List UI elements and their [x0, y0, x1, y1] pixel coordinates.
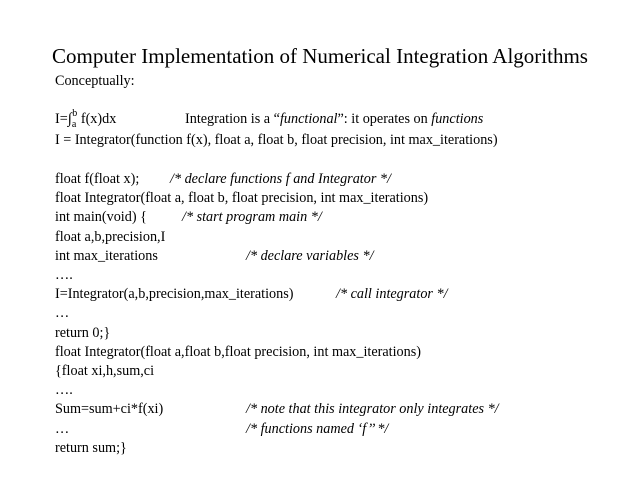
code-line — [55, 420, 389, 438]
code-line — [55, 324, 110, 342]
code-text: int main(void) { — [55, 209, 147, 226]
conceptually-label: Conceptually: — [55, 73, 135, 89]
code-comment: /* call integrator */ — [336, 286, 448, 303]
note-functions: functions — [431, 111, 484, 127]
code-text: float a,b,precision,I — [55, 228, 166, 245]
code-text: {float xi,h,sum,ci — [55, 363, 155, 379]
code-line — [55, 247, 374, 265]
code-comment: /* note that this integrator only integrates */ — [246, 401, 499, 418]
integral-expression — [55, 108, 484, 130]
code-text: return 0;} — [55, 324, 111, 341]
slide-title: Computer Implementation of Numerical Integration Algorithms — [52, 44, 588, 68]
code-text: float f(float x); — [55, 171, 140, 187]
code-comment: /* declare variables */ — [246, 247, 374, 264]
code-text: int max_iterations — [55, 247, 158, 264]
code-line — [55, 266, 73, 284]
code-comment: /* declare functions f and Integrator */ — [170, 171, 391, 187]
code-text: …. — [55, 382, 73, 399]
note-middle: ”: it operates on — [337, 111, 432, 127]
code-line — [55, 189, 428, 207]
code-line — [55, 208, 322, 226]
code-text: … — [55, 420, 70, 437]
code-text: …. — [55, 267, 73, 283]
code-comment: /* functions named ‘f’’ */ — [246, 420, 389, 437]
code-line — [55, 439, 127, 457]
code-text: float Integrator(float a, float b, float precision, int max_iterations) — [55, 190, 429, 207]
code-text: I=Integrator(a,b,precision,max_iterations) — [55, 286, 294, 303]
code-line — [55, 228, 165, 246]
code-line — [55, 170, 391, 188]
code-comment: /* start program main */ — [182, 209, 322, 226]
functional-note — [185, 110, 483, 128]
code-line — [55, 381, 73, 399]
integral-sign: ∫ — [67, 111, 72, 127]
code-text: … — [55, 305, 70, 322]
integrand: f(x)dx — [77, 111, 117, 127]
integral-upper-limit: b — [72, 108, 78, 119]
integrator-definition: I = Integrator(function f(x), float a, float b, float precision, int max_iterations) — [55, 132, 498, 148]
code-line — [55, 304, 69, 322]
integral-lhs: I= — [55, 111, 68, 127]
code-line — [55, 400, 499, 418]
code-text: return sum;} — [55, 439, 127, 456]
note-functional: functional — [279, 111, 338, 127]
code-line — [55, 285, 448, 303]
code-line — [55, 362, 154, 380]
code-text: Sum=sum+ci*f(xi) — [55, 401, 164, 418]
integral-lower-limit: a — [71, 119, 77, 130]
code-line — [55, 343, 421, 361]
code-text: float Integrator(float a,float b,float precision, int max_iterations) — [55, 343, 421, 360]
note-prefix: Integration is a “ — [185, 111, 280, 127]
